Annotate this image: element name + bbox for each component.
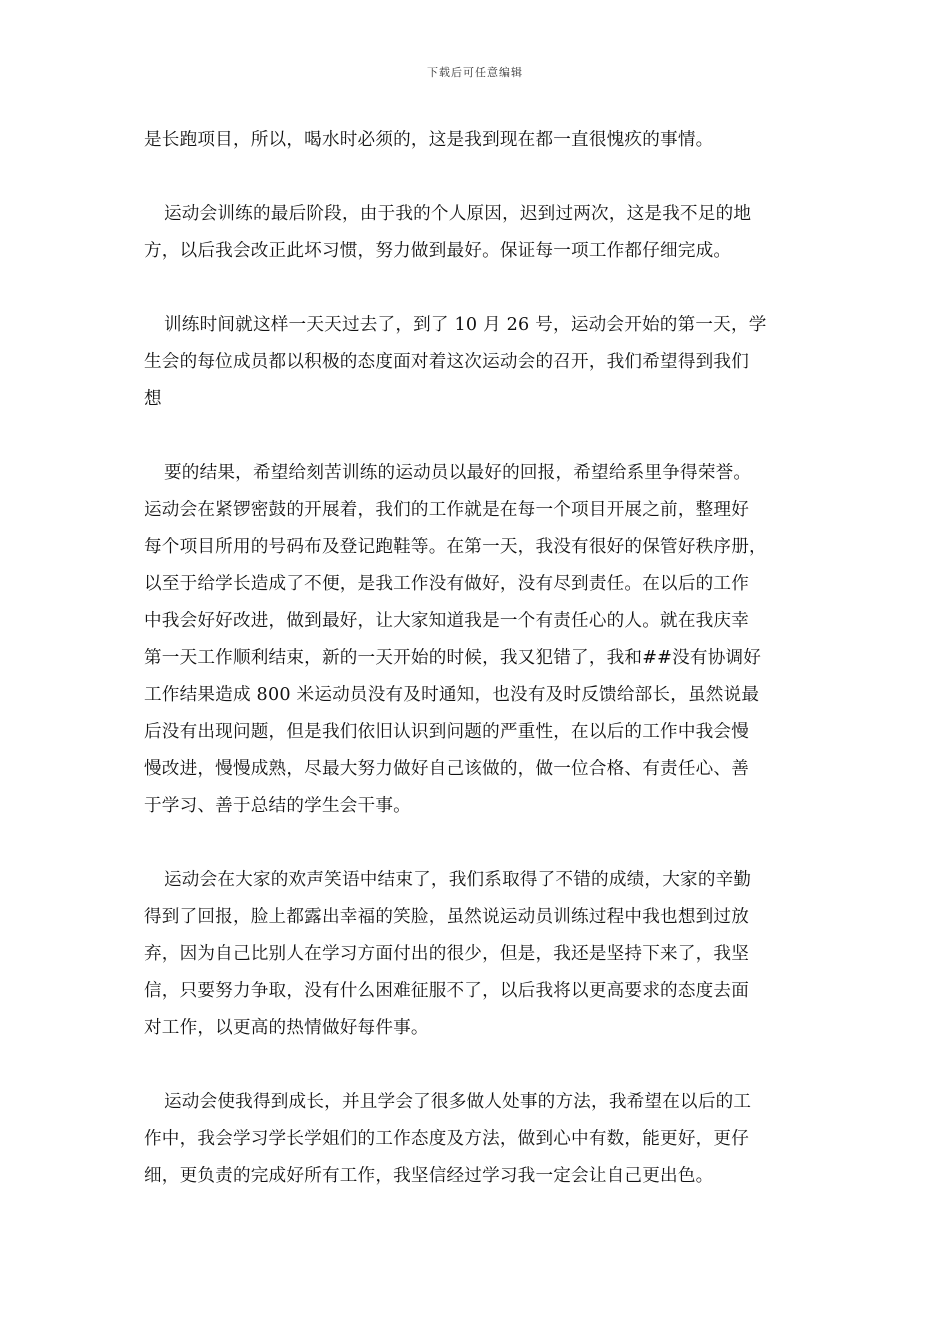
paragraph-line: 要的结果，希望给刻苦训练的运动员以最好的回报，希望给系里争得荣誉。 [164,463,752,483]
paragraph-line: 运动会训练的最后阶段，由于我的个人原因，迟到过两次，这是我不足的地 [164,204,752,224]
paragraph-line: 慢改进，慢慢成熟，尽最大努力做好自己该做的，做一位合格、有责任心、善 [144,759,749,779]
paragraph-line: 是长跑项目，所以，喝水时必须的，这是我到现在都一直很愧疚的事情。 [144,130,714,150]
paragraph-line: 运动会使我得到成长，并且学会了很多做人处事的方法，我希望在以后的工 [164,1092,752,1112]
paragraph-line: 每个项目所用的号码布及登记跑鞋等。在第一天，我没有很好的保管好秩序册， [144,537,767,557]
paragraph-line: 训练时间就这样一天天过去了，到了 10 月 26 号，运动会开始的第一天，学 [164,315,767,335]
paragraph-line: 细，更负责的完成好所有工作，我坚信经过学习我一定会让自己更出色。 [144,1166,714,1186]
paragraph-5 [144,862,808,1047]
paragraph-3 [144,307,808,418]
paragraph-line: 后没有出现问题，但是我们依旧认识到问题的严重性，在以后的工作中我会慢 [144,722,749,742]
paragraph-line: 于学习、善于总结的学生会干事。 [144,796,411,816]
paragraph-line: 想 [144,389,162,409]
paragraph-line: 生会的每位成员都以积极的态度面对着这次运动会的召开，我们希望得到我们 [144,352,749,372]
paragraph-line: 运动会在紧锣密鼓的开展着，我们的工作就是在每一个项目开展之前，整理好 [144,500,749,520]
paragraph-line: 第一天工作顺利结束，新的一天开始的时候，我又犯错了，我和##没有协调好 [144,648,762,668]
paragraph-2 [144,196,808,270]
paragraph-line: 以至于给学长造成了不便，是我工作没有做好，没有尽到责任。在以后的工作 [144,574,749,594]
paragraph-6 [144,1084,808,1195]
page-header: 下载后可任意编辑 [427,66,523,79]
paragraph-line: 对工作，以更高的热情做好每件事。 [144,1018,429,1038]
paragraph-line: 运动会在大家的欢声笑语中结束了，我们系取得了不错的成绩，大家的辛勤 [164,870,752,890]
paragraph-line: 信，只要努力争取，没有什么困难征服不了，以后我将以更高要求的态度去面 [144,981,749,1001]
paragraph-line: 作中，我会学习学长学姐们的工作态度及方法，做到心中有数，能更好，更仔 [144,1129,749,1149]
paragraph-line: 方，以后我会改正此坏习惯，努力做到最好。保证每一项工作都仔细完成。 [144,241,732,261]
paragraph-line: 中我会好好改进，做到最好，让大家知道我是一个有责任心的人。就在我庆幸 [144,611,749,631]
paragraph-line: 弃，因为自己比别人在学习方面付出的很少，但是，我还是坚持下来了，我坚 [144,944,749,964]
paragraph-4 [144,455,808,825]
paragraph-line: 工作结果造成 800 米运动员没有及时通知，也没有及时反馈给部长，虽然说最 [144,685,760,705]
paragraph-line: 得到了回报，脸上都露出幸福的笑脸，虽然说运动员训练过程中我也想到过放 [144,907,749,927]
document-body [144,122,808,1195]
paragraph-1 [144,122,808,159]
